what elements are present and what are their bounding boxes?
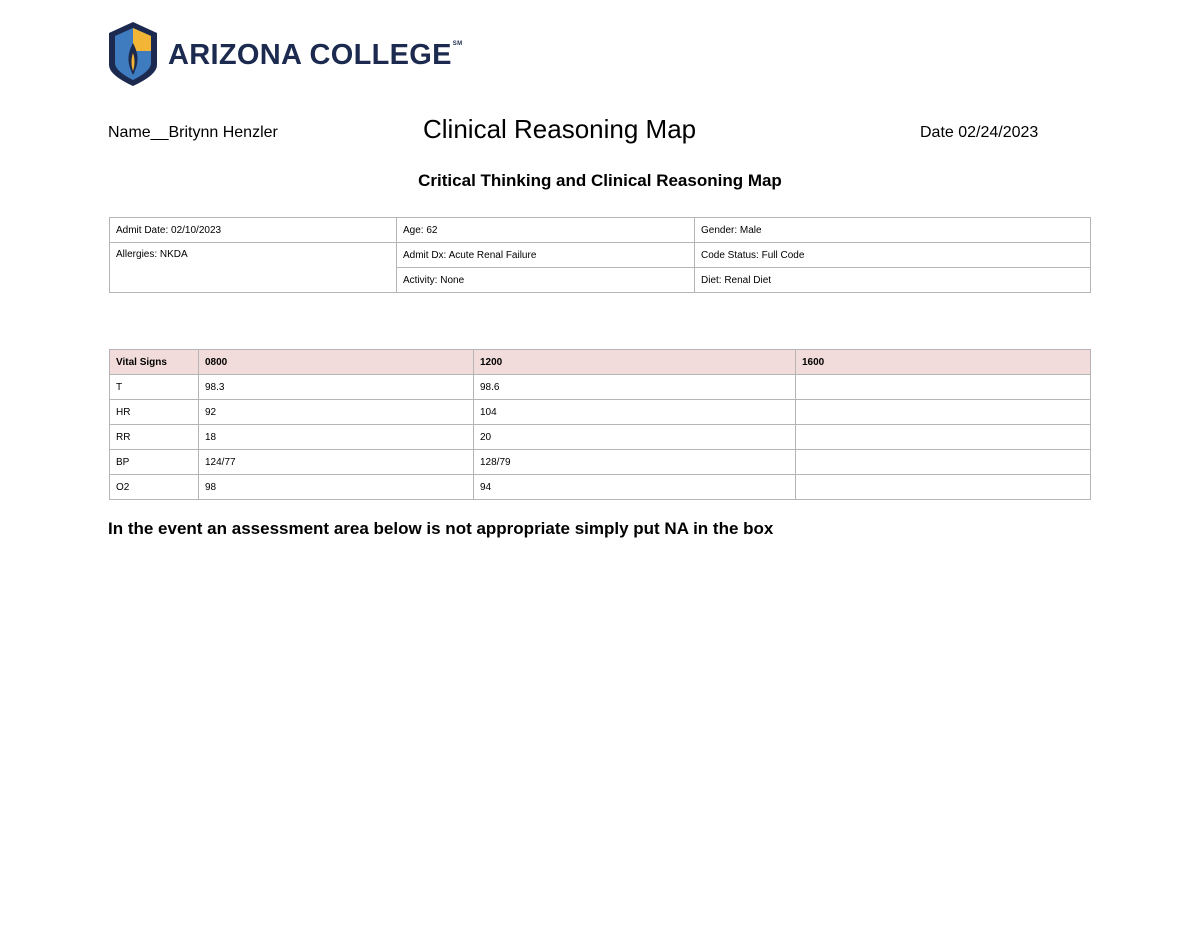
- table-row: [110, 243, 1091, 268]
- table-cell: 98.6: [474, 375, 796, 400]
- date-label: Date: [920, 124, 959, 141]
- table-cell: Gender: Male: [695, 218, 1091, 243]
- table-cell: [796, 400, 1091, 425]
- table-cell: RR: [110, 425, 199, 450]
- table-cell: Allergies: NKDA: [110, 243, 397, 293]
- college-wordmark: ARIZONA COLLEGE℠: [168, 38, 463, 71]
- table-cell: 92: [199, 400, 474, 425]
- table-cell: Activity: None: [397, 268, 695, 293]
- instruction-note: In the event an assessment area below is not appropriate simply put NA in the box: [108, 519, 774, 538]
- page-title: Clinical Reasoning Map: [423, 114, 697, 144]
- table-cell: Code Status: Full Code: [695, 243, 1091, 268]
- table-cell: O2: [110, 475, 199, 500]
- name-label: Name__: [108, 124, 169, 141]
- table-row: [110, 375, 1091, 400]
- student-name: [108, 124, 278, 142]
- table-row: [110, 218, 1091, 243]
- table-cell: 124/77: [199, 450, 474, 475]
- table-cell: 20: [474, 425, 796, 450]
- table-cell: Age: 62: [397, 218, 695, 243]
- table-cell: 18: [199, 425, 474, 450]
- table-cell: 98.3: [199, 375, 474, 400]
- table-row: [110, 400, 1091, 425]
- column-header: 0800: [199, 350, 474, 375]
- patient-info-table: [109, 217, 1091, 293]
- table-cell: Admit Date: 02/10/2023: [110, 218, 397, 243]
- table-cell: 98: [199, 475, 474, 500]
- table-cell: [796, 375, 1091, 400]
- table-cell: 104: [474, 400, 796, 425]
- name-value: Britynn Henzler: [168, 124, 278, 141]
- column-header: 1200: [474, 350, 796, 375]
- section-subtitle: Critical Thinking and Clinical Reasoning Map: [418, 171, 782, 190]
- table-row: [110, 425, 1091, 450]
- table-cell: HR: [110, 400, 199, 425]
- vital-signs-table: [109, 349, 1091, 500]
- table-cell: [796, 450, 1091, 475]
- date-value: 02/24/2023: [958, 124, 1039, 141]
- table-header-row: [110, 350, 1091, 375]
- table-row: [110, 475, 1091, 500]
- column-header: 1600: [796, 350, 1091, 375]
- table-cell: [796, 475, 1091, 500]
- table-cell: [796, 425, 1091, 450]
- document-date: [920, 124, 1038, 142]
- table-cell: BP: [110, 450, 199, 475]
- table-row: [110, 450, 1091, 475]
- table-cell: Diet: Renal Diet: [695, 268, 1091, 293]
- college-shield-icon: [108, 21, 158, 87]
- table-cell: Admit Dx: Acute Renal Failure: [397, 243, 695, 268]
- table-cell: 128/79: [474, 450, 796, 475]
- table-cell: 94: [474, 475, 796, 500]
- brand-logo: [108, 20, 462, 88]
- table-cell: T: [110, 375, 199, 400]
- column-header: Vital Signs: [110, 350, 199, 375]
